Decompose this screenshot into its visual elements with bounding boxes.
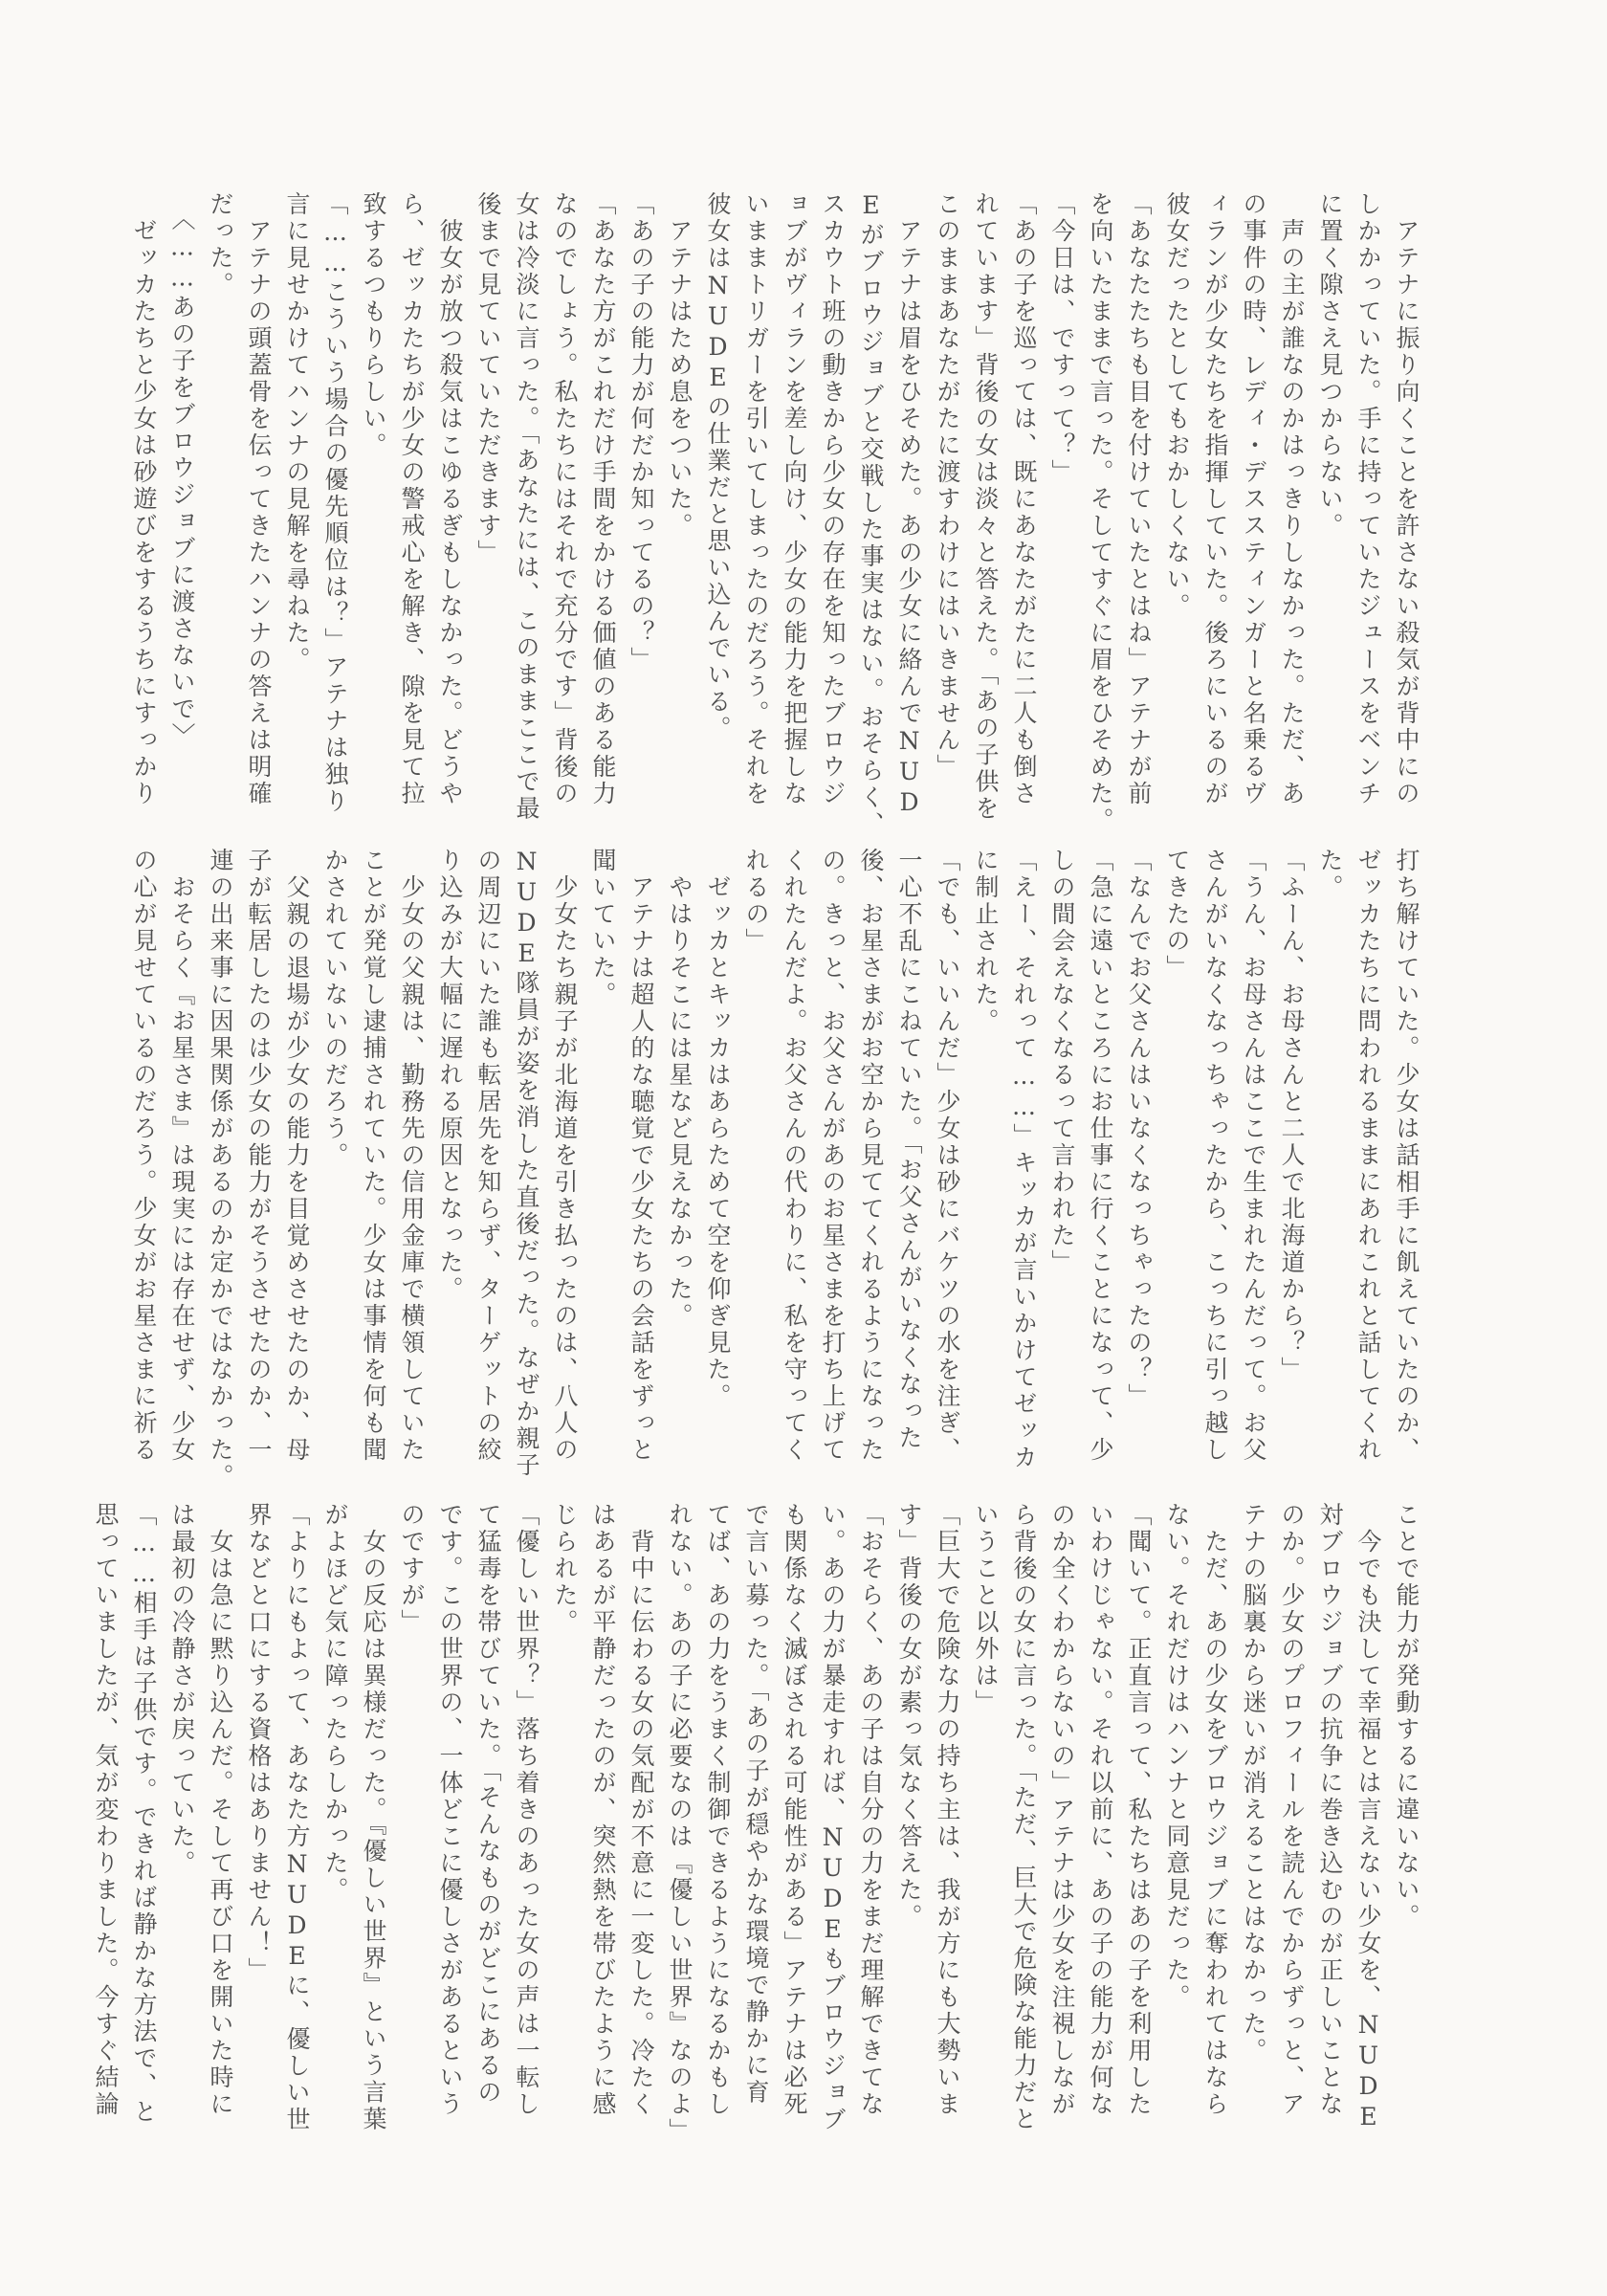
text-column: は最初の冷静さが戻っていた。 (168, 1502, 196, 1877)
text-column: 打ち解けていた。少女は話相手に飢えていたのか、 (1393, 848, 1420, 1464)
text-column: 「……こういう場合の優先順位は？」アテナは独り (321, 191, 349, 815)
text-column: のか。少女のプロフィールを読んでからずっと、ア (1278, 1502, 1306, 2118)
text-column: 彼女が放つ殺気はこゆるぎもしなかった。どうや (436, 191, 464, 807)
text-column: 界などと口にする資格はありません！」 (245, 1502, 273, 1984)
text-column: も関係なく滅ぼされる可能性がある」アテナは必死 (781, 1502, 808, 2118)
text-column: 聞いていた。 (589, 848, 617, 1008)
text-column: のですが」 (398, 1502, 426, 1636)
text-column: いうこと以外は」 (972, 1502, 1000, 1716)
text-column: 「ふーん、お母さんと二人で北海道から？」 (1278, 848, 1306, 1383)
text-column: ゼッカとキッカはあらためて空を仰ぎ見た。 (704, 848, 732, 1410)
text-column: ない。それだけはハンナと同意見だった。 (1163, 1502, 1191, 2011)
text-column: 少女の父親は、勤務先の信用金庫で横領していた (398, 848, 426, 1464)
text-column: おそらく『お星さま』は現実には存在せず、少女 (168, 848, 196, 1464)
text-band-top (124, 191, 1425, 851)
text-column: さんがいなくなっちゃったから、こっちに引っ越し (1201, 848, 1229, 1464)
text-column: ら背後の女に言った。「ただ、巨大で危険な能力だと (1010, 1502, 1038, 2133)
text-column: 言に見せかけてハンナの見解を尋ねた。 (283, 191, 311, 673)
text-column: ことで能力が発動するに違いない。 (1393, 1502, 1420, 1931)
text-column: ョブがヴィランを差し向け、少女の能力を把握しな (781, 191, 808, 807)
text-column: 思っていましたが、気が変わりました。今すぐ結論 (92, 1502, 120, 2118)
text-column: に置く隙さえ見つからない。 (1316, 191, 1344, 540)
text-column: 「巨大で危険な力の持ち主は、我が方にも大勢いま (934, 1502, 961, 2118)
text-column: 少女たち親子が北海道を引き払ったのは、八人の (551, 848, 579, 1464)
text-column: なのでしょう。私たちにはそれで充分です」背後の (551, 191, 579, 807)
text-column: ただ、あの少女をブロウジョブに奪われてはなら (1201, 1502, 1229, 2118)
text-column: で言い募った。「あの子が穏やかな環境で静かに育 (742, 1502, 770, 2107)
text-column: 「急に遠いところにお仕事に行くことになって、少 (1087, 848, 1114, 1464)
text-column: しかかっていた。手に持っていたジュースをベンチ (1354, 191, 1382, 807)
text-column: 女は急に黙り込んだ。そして再び口を開いた時に (207, 1502, 234, 2118)
text-column: 女は冷淡に言った。「あなたには、このままここで最 (513, 191, 540, 823)
text-column: 「よりにもよって、あなた方NUDEに、優しい世 (283, 1502, 311, 2133)
text-column: テナの脳裏から迷いが消えることはなかった。 (1240, 1502, 1267, 2064)
text-column: 彼女はNUDEの仕業だと思い込んでいる。 (704, 191, 732, 742)
text-column: 今でも決して幸福とは言えない少女を、NUDE (1354, 1502, 1382, 2133)
text-column: 「……相手は子供です。できれば静かな方法で、と (130, 1502, 158, 2126)
text-column: 彼女だったとしてもおかしくない。 (1163, 191, 1191, 620)
text-column: 「優しい世界？」落ち着きのあった女の声は一転し (513, 1502, 540, 2118)
text-column: Eがブロウジョブと交戦した事実はない。おそらく、 (857, 191, 885, 838)
text-column: ィランが少女たちを指揮していた。後ろにいるのが (1201, 191, 1229, 807)
text-column: てきたの」 (1163, 848, 1191, 982)
text-column: ゼッカたちと少女は砂遊びをするうちにすっかり (130, 191, 158, 807)
text-column: 「でも、いいんだ」少女は砂にバケツの水を注ぎ、 (934, 848, 961, 1464)
text-column: アテナに振り向くことを許さない殺気が背中にの (1393, 191, 1420, 807)
text-column: 背中に伝わる女の気配が不意に一変した。冷たく (627, 1502, 655, 2118)
text-column: やはりそこには星など見えなかった。 (666, 848, 693, 1330)
text-column: 「おそらく、あの子は自分の力をまだ理解できてな (857, 1502, 885, 2118)
text-column: アテナは超人的な聴覚で少女たちの会話をずっと (627, 848, 655, 1464)
text-column: 後、お星さまがお空から見ててくれるようになった (857, 848, 885, 1464)
text-column: 連の出来事に因果関係があるのか定かではなかった。 (207, 848, 234, 1490)
text-column: ら、ゼッカたちが少女の警戒心を解き、隙を見て拉 (398, 191, 426, 807)
text-column: いわけじゃない。それ以前に、あの子の能力が何な (1087, 1502, 1114, 2118)
text-column: 「聞いて。正直言って、私たちはあの子を利用した (1125, 1502, 1153, 2118)
text-column: このままあなたがたに渡すわけにはいきません」 (934, 191, 961, 781)
text-band-middle (124, 848, 1425, 1508)
text-column: の事件の時、レディ・デススティンガーと名乗るヴ (1240, 191, 1267, 807)
text-column: て猛毒を帯びていた。「そんなものがどこにあるの (474, 1502, 502, 2107)
text-column: NUDE隊員が姿を消した直後だった。なぜか親子 (513, 848, 540, 1479)
text-column: の。きっと、お父さんがあのお星さまを打ち上げて (819, 848, 847, 1464)
text-column: れない。あの子に必要なのは『優しい世界』なのよ」 (666, 1502, 693, 2145)
text-column: じられた。 (551, 1502, 579, 1636)
text-column: 声の主が誰なのかはっきりしなかった。ただ、あ (1278, 191, 1306, 807)
text-column: ことが発覚し逮捕されていた。少女は事情を何も聞 (360, 848, 387, 1464)
text-column: 女の反応は異様だった。『優しい世界』という言葉 (360, 1502, 387, 2133)
text-column: かされていないのだろう。 (321, 848, 349, 1169)
text-column: た。 (1316, 848, 1344, 901)
text-column: くれたんだよ。お父さんの代わりに、私を守ってく (781, 848, 808, 1464)
text-column: 〈……あの子をブロウジョブに渡さないで〉 (168, 191, 196, 750)
text-column: 「うん、お母さんはここで生まれたんだって。お父 (1240, 848, 1267, 1464)
text-column: ゼッカたちに問われるままにあれこれと話してくれ (1354, 848, 1382, 1464)
text-column: 対ブロウジョブの抗争に巻き込むのが正しいことな (1316, 1502, 1344, 2118)
text-column: れるの」 (742, 848, 770, 955)
text-column: だった。 (207, 191, 234, 298)
text-column: を向いたままで言った。そしてすぐに眉をひそめた。 (1087, 191, 1114, 834)
text-column: 「あなたたちも目を付けていたとはね」アテナが前 (1125, 191, 1153, 807)
text-column: 「えー、それって……」キッカが言いかけてゼッカ (1010, 848, 1038, 1471)
text-column: アテナはため息をついた。 (666, 191, 693, 540)
text-column: 「あなた方がこれだけ手間をかける価値のある能力 (589, 191, 617, 807)
text-column: い。あの力が暴走すれば、NUDEもブロウジョブ (819, 1502, 847, 2133)
text-column: アテナは眉をひそめた。あの少女に絡んでNUD (895, 191, 923, 819)
text-column: 「あの子の能力が何だか知ってるの？」 (627, 191, 655, 673)
text-column: 「なんでお父さんはいなくなっちゃったの？」 (1125, 848, 1153, 1410)
text-column: 子が転居したのは少女の能力がそうさせたのか、一 (245, 848, 273, 1464)
text-column: アテナの頭蓋骨を伝ってきたハンナの答えは明確 (245, 191, 273, 807)
text-column: れています」背後の女は淡々と答えた。「あの子供を (972, 191, 1000, 823)
text-column: の周辺にいた誰も転居先を知らず、ターゲットの絞 (474, 848, 502, 1464)
text-column: いままトリガーを引いてしまったのだろう。それを (742, 191, 770, 807)
text-column: スカウト班の動きから少女の存在を知ったブロウジ (819, 191, 847, 807)
text-column: の心が見せているのだろう。少女がお星さまに祈る (130, 848, 158, 1464)
text-column: 「あの子を巡っては、既にあなたがたに二人も倒さ (1010, 191, 1038, 807)
text-column: がよほど気に障ったらしかった。 (321, 1502, 349, 1904)
text-column: です。この世界の、一体どこに優しさがあるという (436, 1502, 464, 2118)
text-column: 致するつもりらしい。 (360, 191, 387, 459)
text-band-bottom (86, 1502, 1425, 2162)
text-column: 一心不乱にこねていた。「お父さんがいなくなった (895, 848, 923, 1452)
text-column: はあるが平静だったのが、突然熱を帯びたように感 (589, 1502, 617, 2118)
text-column: てば、あの力をうまく制御できるようになるかもし (704, 1502, 732, 2118)
text-column: 後まで見ていていただきます」 (474, 191, 502, 566)
text-column: に制止された。 (972, 848, 1000, 1035)
text-column: 「今日は、ですって？」 (1048, 191, 1076, 486)
text-column: り込みが大幅に遅れる原因となった。 (436, 848, 464, 1303)
text-column: す」背後の女が素っ気なく答えた。 (895, 1502, 923, 1931)
text-column: 父親の退場が少女の能力を目覚めさせたのか、母 (283, 848, 311, 1464)
text-column: しの間会えなくなるって言われた」 (1048, 848, 1076, 1276)
text-column: のか全くわからないの」アテナは少女を注視しなが (1048, 1502, 1076, 2118)
